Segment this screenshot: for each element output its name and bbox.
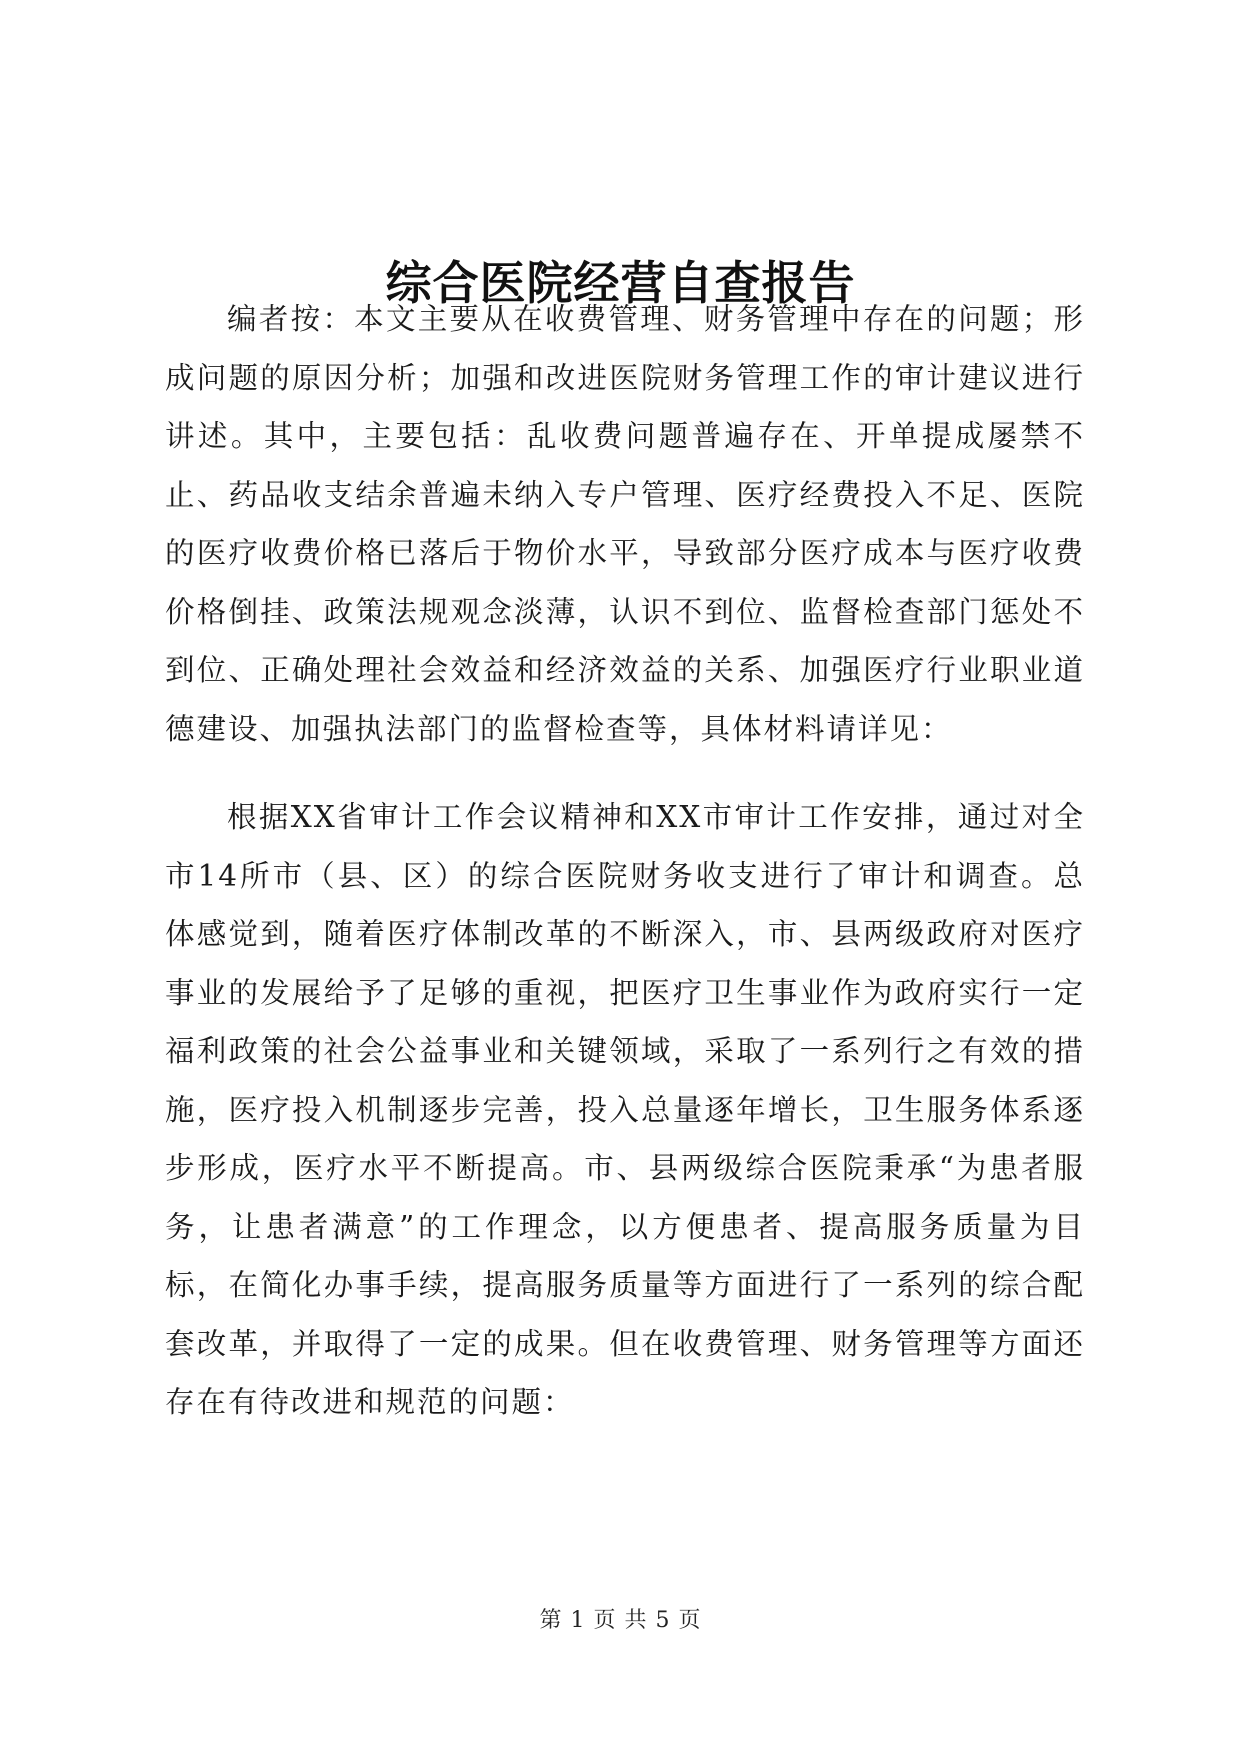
body-paragraph: 根据XX省审计工作会议精神和XX市审计工作安排，通过对全市14所市（县、区）的综合医院财务收支进行了审计和调查。总体感觉到，随着医疗体制改革的不断深入，市、县两级政府对医疗事业的发展给予了足够的重视，把医疗卫生事业作为政府实行一定福利政策的社会公益事业和关键领域，采取了一系列行之有效的措施，医疗投入机制逐步完善，投入总量逐年增长，卫生服务体系逐步形成，医疗水平不断提高。市、县两级综合医院秉承“为患者服务，让患者满意”的工作理念，以方便患者、提高服务质量为目标，在简化办事手续，提高服务质量等方面进行了一系列的综合配套改革，并取得了一定的成果。但在收费管理、财务管理等方面还存在有待改进和规范的问题： [165,800,1085,1419]
document-title: 综合医院经营自查报告 [385,255,856,310]
editor-note-paragraph: 编者按：本文主要从在收费管理、财务管理中存在的问题；形成问题的原因分析；加强和改进医院财务管理工作的审计建议进行讲述。其中，主要包括：乱收费问题普遍存在、开单提成屡禁不止、药品收支结余普遍未纳入专户管理、医疗经费投入不足、医院的医疗收费价格已落后于物价水平，导致部分医疗成本与医疗收费价格倒挂、政策法规观念淡薄，认识不到位、监督检查部门惩处不到位、正确处理社会效益和经济效益的关系、加强医疗行业职业道德建设、加强执法部门的监督检查等，具体材料请详见： [165,302,1085,746]
page-footer: 第 1 页 共 5 页 [539,1608,702,1633]
